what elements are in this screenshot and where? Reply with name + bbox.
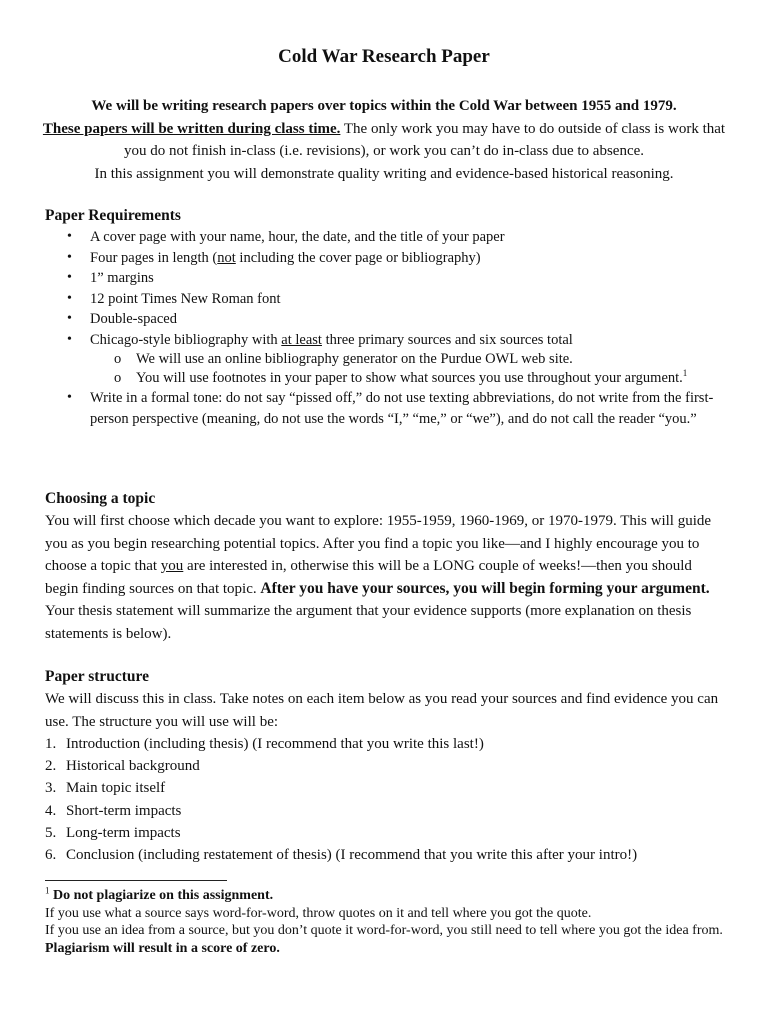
footnote: $^1$ Do not plagiarize on this assignment. If you use what a source says word-for-word, throw quotes on it and tell where you got the quote. If you use an idea from a source, but you don’t quote it word-for-word, you still need to tell where you got the idea from. Plagiarism will result in a score of zero. (45, 885, 723, 956)
list-item: 3. Main topic itself (45, 780, 166, 797)
intro-last-line: In this assignment you will demonstrate quality writing and evidence-based historical reasoning. (94, 165, 674, 182)
list-item: 4. Short-term impacts (45, 802, 182, 819)
intro-underlined-sentence: These papers will be written during class time. (42, 120, 341, 137)
structure-intro: We will discuss this in class. Take notes on each item below as you read your sources and find evidence you can use. The structure you will use will be: (45, 691, 719, 730)
page-title: Cold War Research Paper (278, 46, 490, 67)
structure-list (45, 733, 637, 866)
list-item: 1. Introduction (including thesis) (I recommend that you write this last!) (45, 736, 484, 752)
bullet-icon: • (67, 229, 72, 244)
list-item: • A cover page with your name, hour, the date, and the title of your paper (0, 227, 768, 248)
list-item: • 1” margins (0, 268, 768, 289)
list-item: • Double-spaced (0, 309, 768, 330)
list-item: • Write in a formal tone: do not say “pissed off,” do not use texting abbreviations, do not write from the first-person perspective (meaning, do not use the words “I,” “me,” or “we”), and do not call the reader “you.” (67, 390, 714, 427)
requirements-heading: Paper Requirements (45, 207, 181, 224)
bullet-icon: • (67, 311, 72, 326)
footnote-reference: 1 (682, 368, 688, 379)
circle-bullet-icon: o (114, 370, 122, 386)
list-item: 5. Long-term impacts (45, 824, 181, 841)
list-item: 2. Historical background (45, 758, 200, 775)
topic-paragraph: You will first choose which decade you want to explore: 1955-1959, 1960-1969, or 1970-1979. This will guide you as you begin researching potential topics. After you find a topic you like—and I highly encourage you to choose a topic that you are interested in, otherwise this will be a LONG couple of weeks!—then you should begin finding sources on that topic. After you have your sources, you will begin forming your argument. Your thesis statement will summarize the argument that your evidence supports (more explanation on thesis statements is below). (45, 513, 712, 642)
bullet-icon: • (67, 331, 72, 347)
requirements-list (0, 227, 768, 429)
footnote-number: 1 (45, 885, 50, 896)
bullet-icon: • (67, 390, 72, 405)
sub-list-item: o You will use footnotes in your paper to show what sources you use throughout your argument.$^1$ (114, 368, 688, 386)
footnote-bold-line: Do not plagiarize on this assignment. (53, 888, 274, 903)
circle-bullet-icon: o (114, 351, 122, 367)
bullet-icon: • (67, 249, 72, 265)
topic-heading: Choosing a topic (45, 490, 156, 507)
intro-bold-line: We will be writing research papers over topics within the Cold War between 1955 and 1979. (91, 98, 677, 114)
list-item: 6. Conclusion (including restatement of thesis) (I recommend that you write this after your intro!) (45, 847, 638, 864)
footnote-divider (45, 880, 227, 881)
list-item: • Four pages in length (not including the cover page or bibliography) (0, 248, 768, 269)
list-item: • Chicago-style bibliography with at least three primary sources and six sources total o We will use an online bibliography generator on the Purdue OWL web site. o You will use footnotes in your paper to show what sources you use throughout your argument.$^1$ (0, 330, 768, 389)
intro-paragraph (40, 95, 728, 185)
structure-heading: Paper structure (45, 668, 150, 685)
sub-list-item: o We will use an online bibliography generator on the Purdue OWL web site. (114, 351, 573, 367)
bibliography-sublist (90, 350, 728, 388)
bullet-icon: • (67, 290, 72, 306)
list-item: • 12 point Times New Roman font (0, 289, 768, 310)
intro-text: The only work you may have to do outside of class is work that you do not finish in-class (i.e. revisions), or work you can’t do in-class due to absence. (123, 120, 726, 159)
bullet-icon: • (67, 270, 72, 285)
